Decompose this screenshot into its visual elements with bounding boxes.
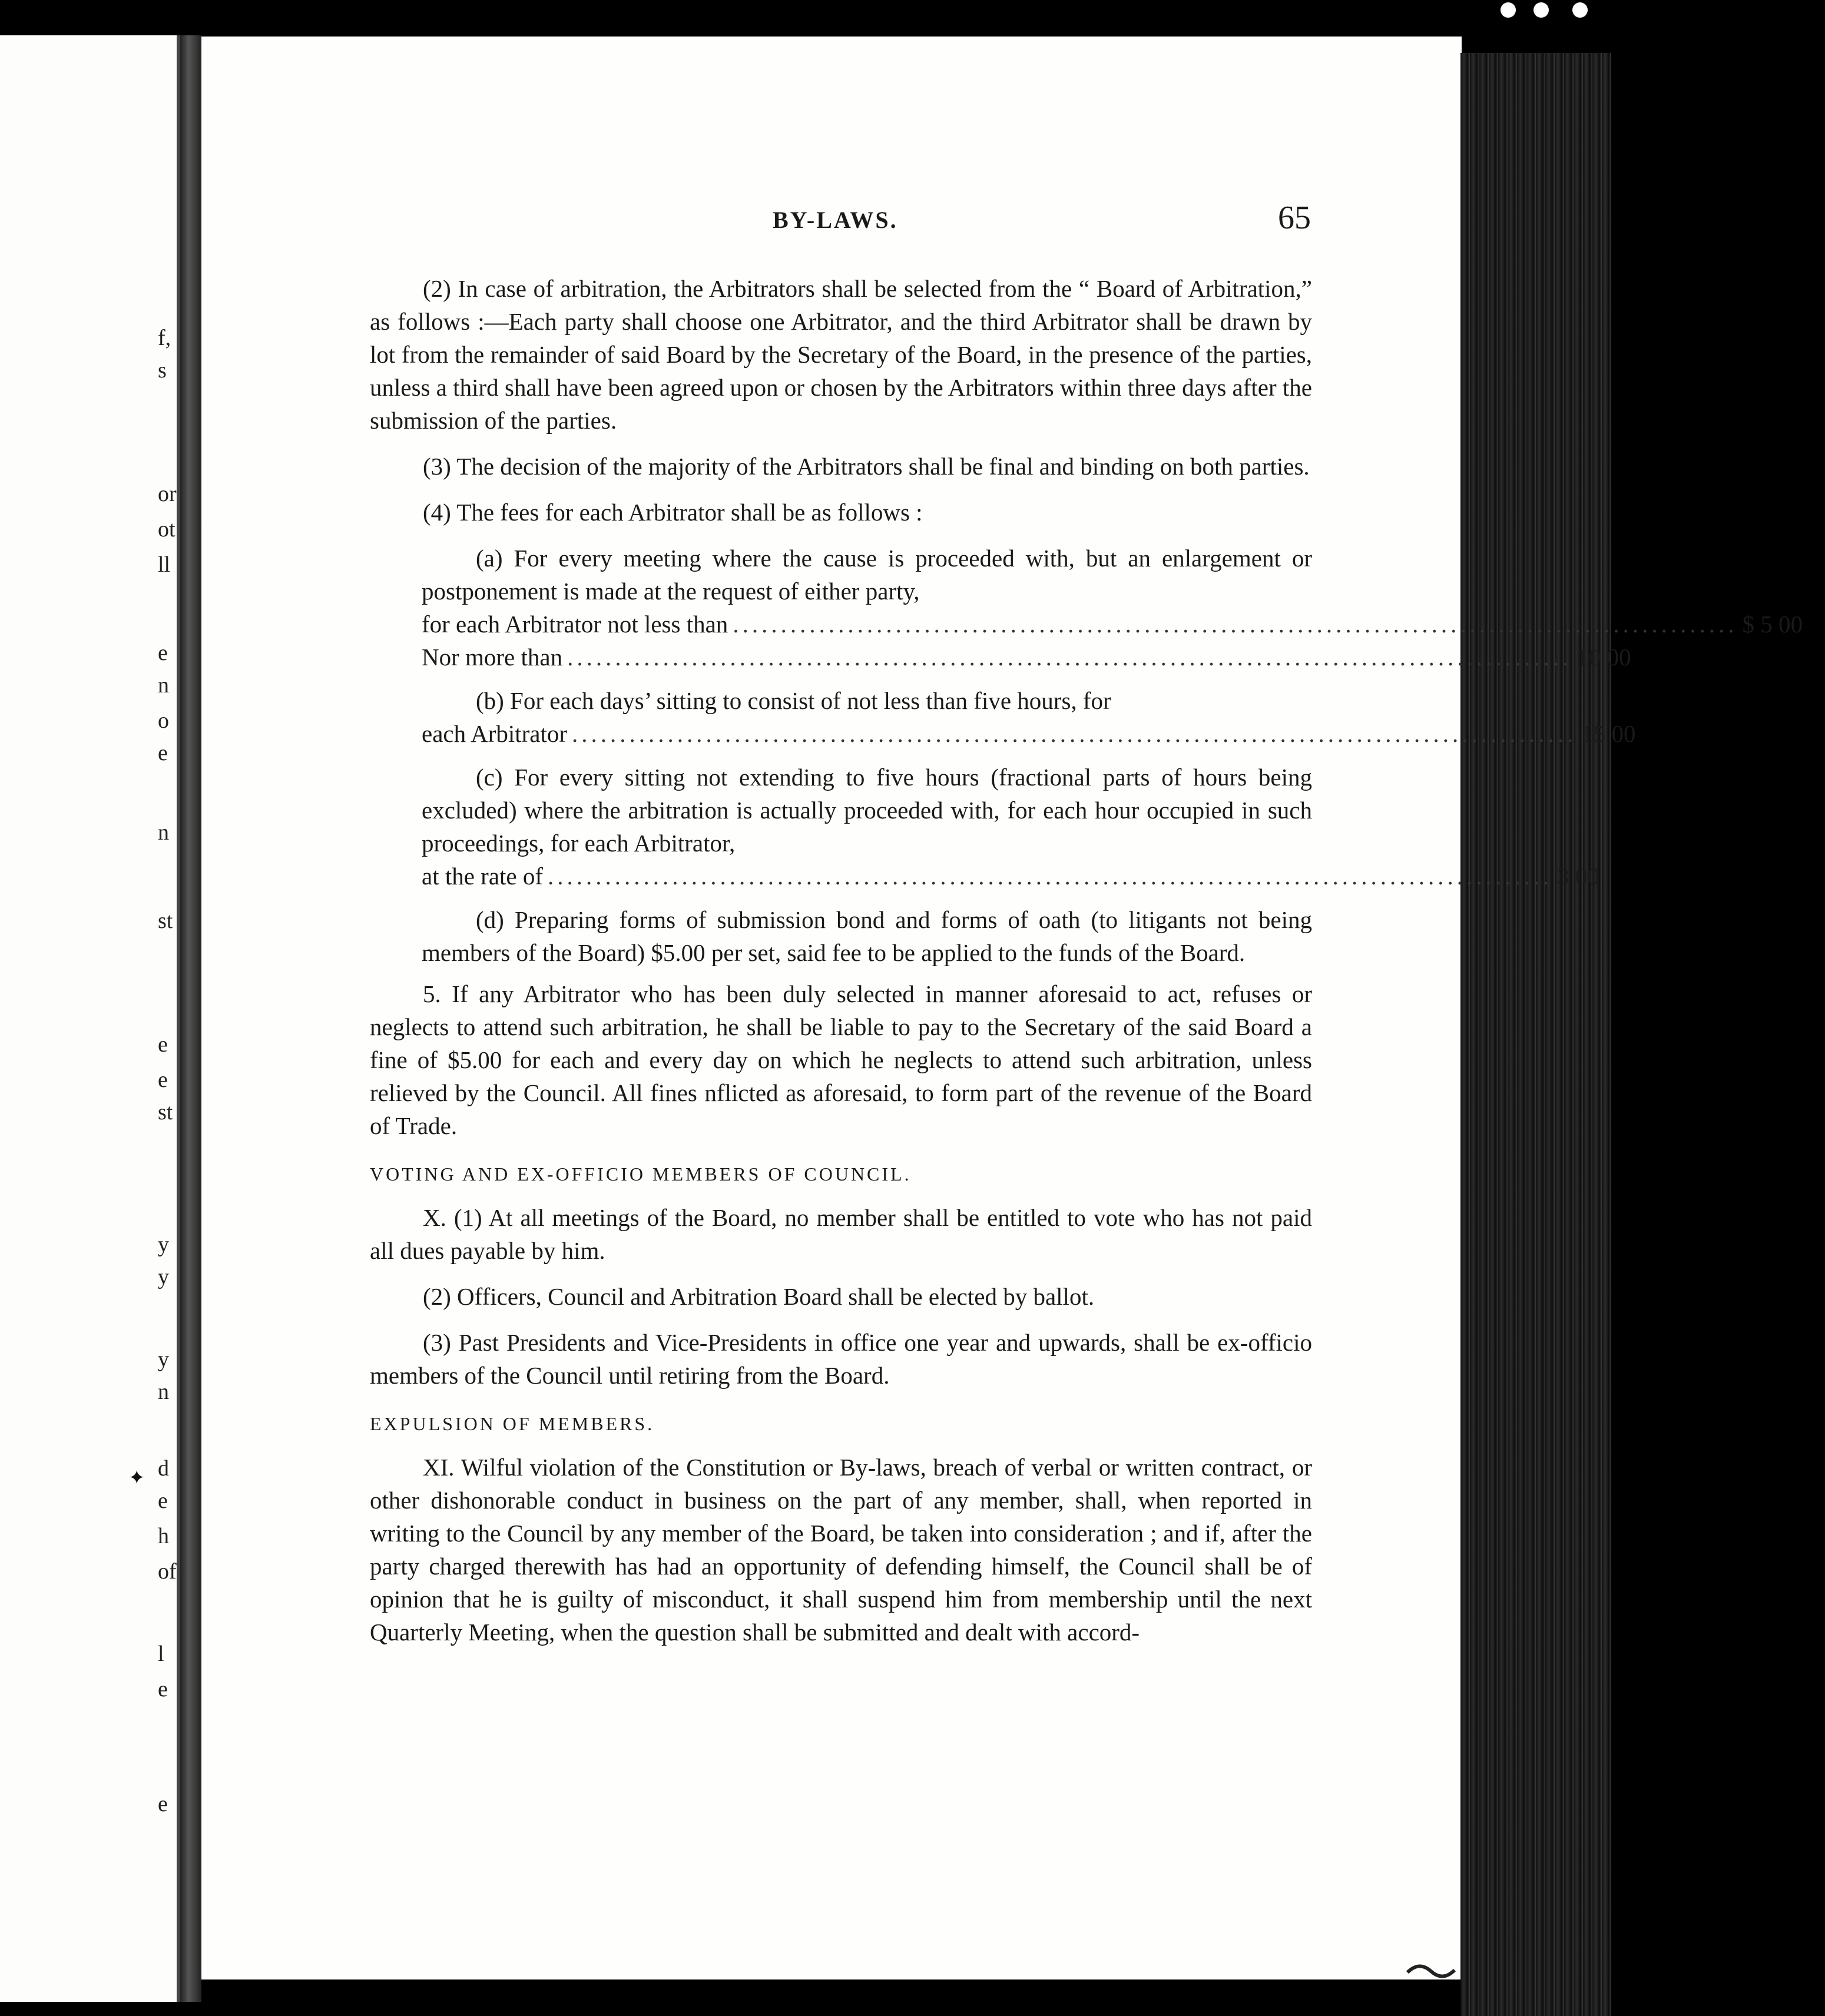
facing-page-fragment: e [158,1488,168,1513]
document-body [370,272,1803,1662]
facing-page-fragment: d [158,1456,169,1481]
facing-page-fragment: e [158,741,168,765]
fee-b-text: (b) For each days’ sitting to consist of not less than five hours, for [476,687,1111,714]
facing-page-fragment: n [158,1380,169,1404]
paragraph-2: (2) In case of arbitration, the Arbitrators shall be selected from the “ Board of Arbitration,” as follows :—Each party shall choose one Arbitrator, and the third Arbitrator shall be drawn by lot from the remainder of said Board by the Secretary of the Board, in the presence of the parties, unless a third shall have been agreed upon or chosen by the Arbitrators within three days after the submission of the parties. [370,275,1312,434]
facing-page-fragment: y [158,1347,169,1372]
paragraph-3: (3) The decision of the majority of the Arbitrators shall be final and binding on both parties. [423,453,1310,480]
facing-page-fragment: f, [158,326,171,350]
page-number: 65 [1278,200,1311,236]
fee-c-label: at the rate of [422,863,544,890]
fee-a-max-label: Nor more than [422,644,563,671]
leader-dots: ......................................................................................................... [567,644,1572,671]
facing-page-fragment: y [158,1265,169,1289]
fee-c-amount: 3 00 [1557,863,1600,890]
facing-page-fragment: y [158,1232,169,1257]
facing-page-fragment: s [158,358,167,383]
facing-page [0,35,180,2002]
paragraph-x1: X. (1) At all meetings of the Board, no member shall be entitled to vote who has not paid all dues payable by him. [370,1204,1312,1264]
facing-page-fragment: ot [158,517,175,542]
fee-a-max-row [370,641,1631,674]
fee-a-max-amount: 10 00 [1576,644,1631,671]
facing-page-fragment: of [158,1559,177,1584]
paragraph-x2: (2) Officers, Council and Arbitration Board shall be elected by ballot. [423,1283,1095,1310]
margin-mark: ✦ [128,1467,145,1489]
facing-page-fragment: or [158,482,177,506]
facing-page-fragment: e [158,1032,168,1057]
facing-page-fragment: st [158,908,173,933]
facing-page-fragment: e [158,1677,168,1702]
fee-a-min-label: for each Arbitrator not less than [422,611,728,638]
running-title: BY-LAWS. [773,207,898,233]
facing-page-fragment: l [158,1642,164,1666]
fee-a-text: (a) For every meeting where the cause is proceeded with, but an enlargement or postponement is made at the request of either party, [422,545,1312,605]
facing-page-fragment: e [158,641,168,665]
section-heading-expulsion: EXPULSION OF MEMBERS. [370,1413,655,1434]
facing-page-fragment: n [158,673,169,698]
facing-page-fragment: n [158,820,169,845]
fee-d-text: (d) Preparing forms of submission bond and forms of oath (to litigants not being members of the Board) $5.00 per set, said fee to be applied to the funds of the Board. [422,906,1312,966]
fee-b-amount: 15 00 [1581,720,1636,747]
leader-dots: ......................................................................................................... [548,863,1553,890]
facing-page-fragment: o [158,708,169,733]
facing-page-fragment: h [158,1524,169,1549]
facing-page-fragment: e [158,1067,168,1092]
fee-a-min-row [370,608,1803,641]
facing-page-fragment: st [158,1100,173,1125]
scan-artifact [1402,1955,1472,1984]
facing-page-fragment: ll [158,552,171,577]
fee-b-row [370,717,1636,750]
section-heading-voting: VOTING AND EX-OFFICIO MEMBERS OF COUNCIL. [370,1163,912,1185]
paragraph-xi: XI. Wilful violation of the Constitution or By-laws, breach of verbal or written contract, or other dishonorable conduct in business on the part of any member, shall, when reported in writing to the Council by any member of the Board, be taken into consideration ; and if, after the party charged therewith has had an opportunity of defending himself, the Council shall be of opinion that he is guilty of misconduct, it shall suspend him from membership until the next Quarterly Meeting, when the question shall be submitted and dealt with accord- [370,1454,1312,1646]
fee-c-row [370,860,1600,893]
paragraph-5: 5. If any Arbitrator who has been duly selected in manner aforesaid to act, refuses or neglects to attend such arbitration, he shall be liable to pay to the Secretary of the said Board a fine of $5.00 for each and every day on which he neglects to attend such arbitration, unless relieved by the Council. All fines nflicted as aforesaid, to form part of the revenue of the Board of Trade. [370,980,1312,1139]
leader-dots: ......................................................................................................... [572,720,1577,747]
facing-page-fragment: e [158,1792,168,1816]
fee-a-min-amount: $ 5 00 [1742,611,1803,638]
leader-dots: ......................................................................................................... [733,611,1738,638]
running-header [201,200,1462,253]
paragraph-4: (4) The fees for each Arbitrator shall be as follows : [423,499,923,526]
fee-b-label: each Arbitrator [422,720,568,747]
scan-corner-marks [1484,0,1611,24]
page-edges [1460,53,1611,2016]
book-gutter [180,35,201,2002]
paragraph-x3: (3) Past Presidents and Vice-Presidents in office one year and upwards, shall be ex-officio members of the Council until retiring from the Board. [370,1329,1312,1389]
fee-c-text: (c) For every sitting not extending to five hours (fractional parts of hours being excluded) where the arbitration is actually proceeded with, for each hour occupied in such proceedings, for each Arbitrator, [422,764,1312,857]
